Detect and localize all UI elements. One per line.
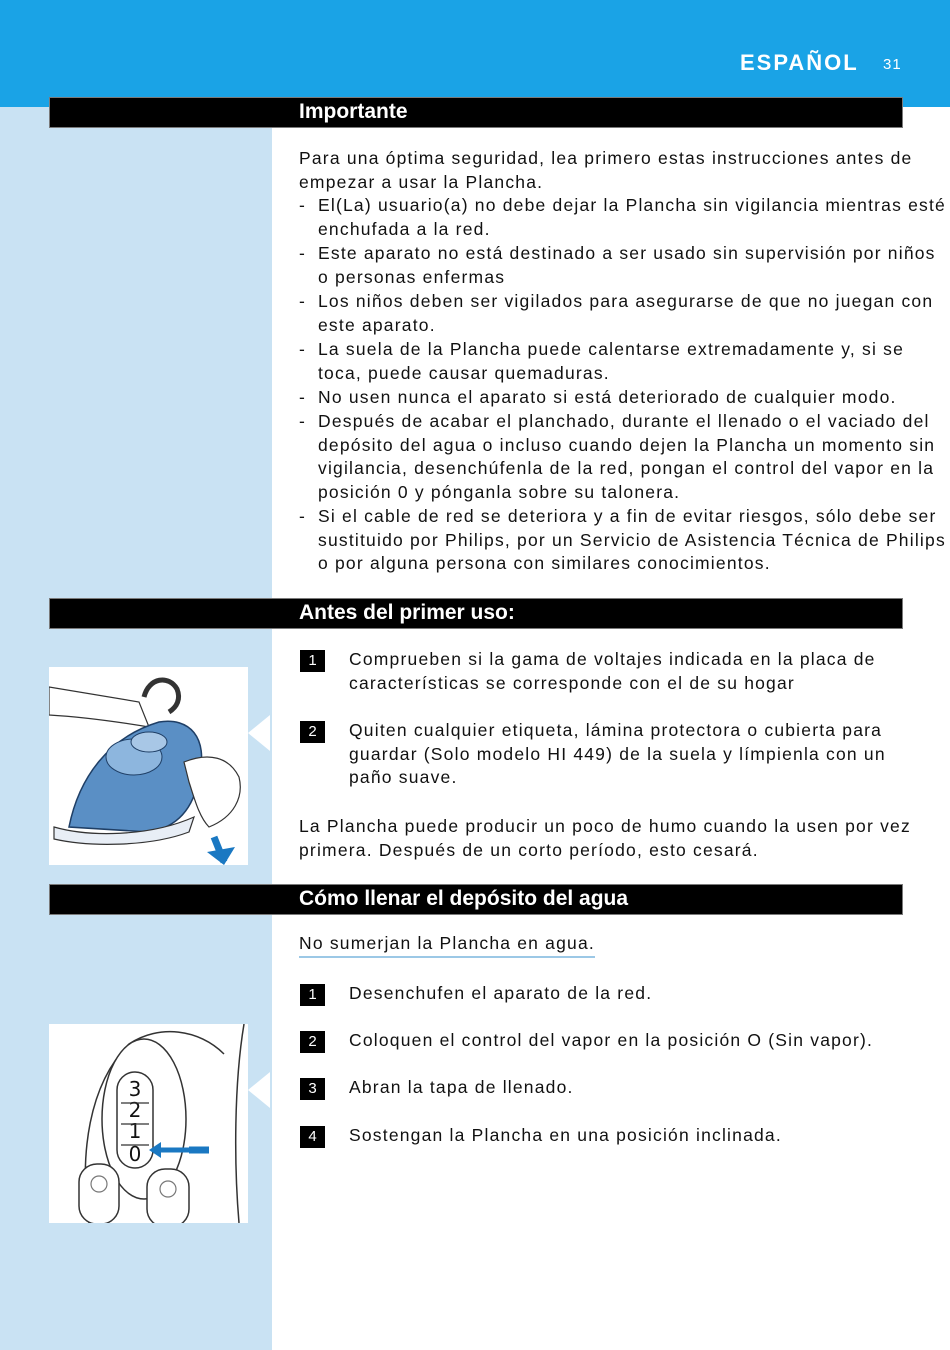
illustration-pointer [248, 715, 270, 751]
section-header-importante [49, 97, 903, 128]
item-line: enchufada a la red. [318, 218, 491, 239]
steam-dial-drawing [49, 1024, 248, 1223]
steam-dial-illustration [49, 1024, 248, 1223]
iron-illustration [49, 667, 248, 865]
section-header-llenar [49, 884, 903, 915]
item-line: Los niños deben ser vigilados para asegurarse de que no juegan con [318, 291, 934, 311]
step-text-4: Sostengan la Plancha en una posición inclinada. [349, 1125, 782, 1145]
item-line: toca, puede causar quemaduras. [318, 362, 610, 383]
note-line-2: primera. Después de un corto período, esto cesará. [299, 840, 759, 860]
step-number-1: 1 [300, 984, 325, 1006]
intro-line-1: Para una óptima seguridad, lea primero estas instrucciones antes de [299, 148, 913, 168]
step-number-1: 1 [300, 650, 325, 672]
item-line: sustituido por Philips, por un Servicio de Asistencia Técnica de Philips [318, 529, 946, 550]
step-number-4: 4 [300, 1126, 325, 1148]
step-text-1 [349, 648, 876, 695]
step-line: paño suave. [349, 767, 458, 788]
warning-note: No sumerjan la Plancha en agua. [299, 933, 595, 958]
item-line: No usen nunca el aparato si está deteriorado de cualquier modo. [318, 387, 897, 407]
section-title: Antes del primer uso: [299, 601, 515, 624]
step-line: Quiten cualquier etiqueta, lámina protectora o cubierta para [349, 720, 883, 740]
item-line: depósito del agua o incluso cuando dejen la Plancha un momento sin [318, 434, 936, 455]
dial-label-1: 1 [128, 1119, 142, 1143]
item-line: o por alguna persona con similares conocimientos. [318, 553, 771, 574]
item-line: vigilancia, desenchúfenla de la red, pongan el control del vapor en la [318, 458, 935, 479]
item-line: posición 0 y pónganla sobre su talonera. [318, 481, 681, 502]
step-number-2: 2 [300, 1031, 325, 1053]
step-line: características se corresponde con el de su hogar [349, 672, 795, 693]
dial-label-0: 0 [128, 1142, 142, 1166]
iron-hand-illustration [49, 667, 248, 865]
section-header-antes [49, 598, 903, 629]
dial-label-2: 2 [128, 1098, 142, 1122]
item-line: este aparato. [318, 314, 436, 335]
step-number-2: 2 [300, 721, 325, 743]
step-text-1: Desenchufen el aparato de la red. [349, 983, 653, 1003]
step-text-2: Coloquen el control del vapor en la posición O (Sin vapor). [349, 1030, 874, 1050]
step-line: Comprueben si la gama de voltajes indicada en la placa de [349, 649, 876, 669]
item-line: El(La) usuario(a) no debe dejar la Plancha sin vigilancia mientras esté [318, 195, 946, 215]
page-number: 31 [883, 56, 902, 73]
step-line: guardar (Solo modelo HI 449) de la suela y límpienla con un [349, 743, 886, 764]
item-line: Este aparato no está destinado a ser usado sin supervisión por niños [318, 243, 936, 263]
step-text-2 [349, 719, 886, 790]
section-title: Importante [299, 100, 408, 123]
note-line-1: La Plancha puede producir un poco de humo cuando la usen por vez [299, 816, 911, 836]
section-title: Cómo llenar el depósito del agua [299, 887, 629, 910]
item-line: La suela de la Plancha puede calentarse extremadamente y, si se [318, 339, 905, 359]
item-line: Después de acabar el planchado, durante el llenado o el vaciado del [318, 411, 930, 431]
dial-label-3: 3 [128, 1077, 142, 1101]
language-label: ESPAÑOL [740, 50, 859, 75]
item-line: o personas enfermas [318, 266, 506, 287]
step-number-3: 3 [300, 1078, 325, 1100]
item-line: Si el cable de red se deteriora y a fin de evitar riesgos, sólo debe ser [318, 506, 937, 526]
intro-line-2: empezar a usar la Plancha. [299, 172, 544, 192]
illustration-pointer [248, 1072, 270, 1108]
step-text-3: Abran la tapa de llenado. [349, 1077, 574, 1097]
